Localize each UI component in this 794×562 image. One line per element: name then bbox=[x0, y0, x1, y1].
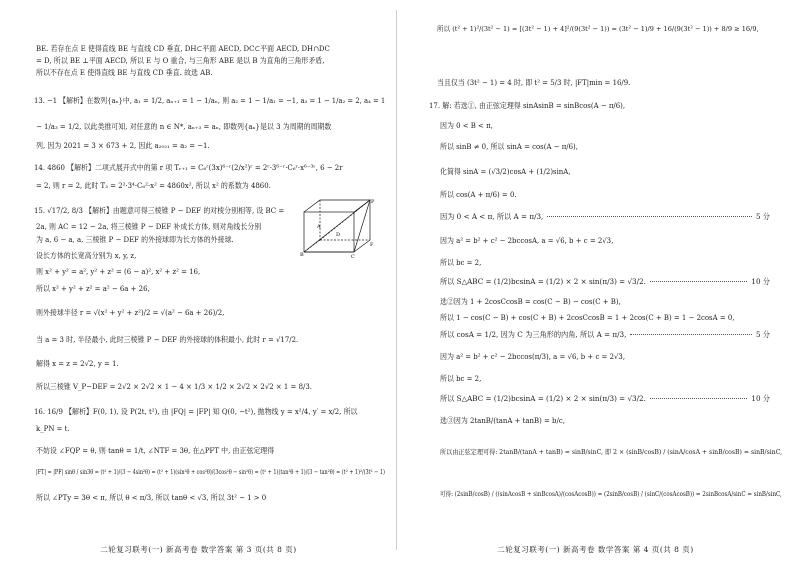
text-line: 当 a = 3 时, 半径最小, 此时三棱锥 P − DEF 的外接球的体积最小, 此时 r = √17/2. bbox=[36, 335, 299, 344]
text-line: 则 x² + y² = a², y² + z² = (6 − a)², x² + z² = 16, bbox=[36, 267, 201, 276]
q15-line: 15. √17/2, 8/3 【解析】由题意可得三棱锥 P − DEF 的对棱分别相等, 设 BC = bbox=[34, 206, 285, 215]
text-line: 因为 0 < B < π, bbox=[440, 121, 493, 130]
text-line: 因为 a² = b² + c² − 2bccosA, a = √6, b + c = 2√3, bbox=[440, 236, 614, 245]
text-line: 列, 因为 2021 = 3 × 673 + 2, 因此 a₂₀₂₁ = a₂ = −1. bbox=[36, 141, 210, 150]
text-line: |FT| = |PF| sinθ / sin3θ = (t² + 1)/(3 − 4sin²θ) = (t² + 1)(sin²θ + cos²θ)/(3cos²θ − sin²θ) = (t² + 1)(tan²θ + 1)/(3 − tan²θ) = (t² + 1)²/(3t² − 1) bbox=[36, 468, 385, 476]
text-line: 所以 S△ABC = (1/2)bcsinA = (1/2) × 2 × sin(π/3) = √3/2. bbox=[440, 277, 646, 286]
tetrahedron-figure bbox=[300, 198, 374, 258]
score-label: 5 分 bbox=[755, 212, 770, 221]
text-line: 所以 cosA = 1/2, 因为 C 为三角形的内角, 所以 A = π/3, bbox=[440, 330, 627, 339]
dot-leader bbox=[650, 398, 747, 399]
dot-leader bbox=[650, 281, 747, 282]
right-page bbox=[397, 0, 794, 562]
text-line: 所以 sinB ≠ 0, 所以 sinA = cos(A − π/6), bbox=[440, 142, 578, 151]
text-line: 所以三棱锥 V_P−DEF = 2√2 × 2√2 × 1 − 4 × 1/3 × 1/2 × 2√2 × 2√2 × 1 = 8/3. bbox=[36, 382, 312, 391]
score-row bbox=[440, 394, 770, 403]
score-row bbox=[440, 212, 770, 221]
text-line: BE. 若存在点 E 使得直线 BE 与直线 CD 垂直, DH⊂平面 AECD, DC⊂平面 AECD, DH∩DC bbox=[36, 44, 330, 53]
text-line: k_PN = t. bbox=[36, 424, 70, 433]
text-line: = D, 所以 BE ⊥平面 AECD, 所以 E 与 O 重合, 与三角形 ABE 是以 B 为直角的三角形矛盾, bbox=[36, 56, 325, 65]
text-line: 可得: (2sinB/cosB) / ((sinAcosB + sinBcosA)/(cosAcosB)) = (2sinB/cosB) / (sinC/(cosAcosB)) = 2sinBcosA/sinC = sinB/sinC, bbox=[440, 490, 782, 498]
text-line: 所以不存在点 E 使得直线 BE 与直线 CD 垂直. 故选 AB. bbox=[36, 68, 213, 77]
q13-line: 13. −1 【解析】在数列{aₙ}中, a₁ = 1/2, aₙ₊₁ = 1 − 1/aₙ, 则 a₂ = 1 − 1/a₁ = −1, a₃ = 1 − 1/a₂ = 2, a₄ = 1 bbox=[34, 96, 386, 105]
figure-label-p: P bbox=[371, 199, 375, 205]
text-line: 所以 bc = 2, bbox=[440, 258, 482, 267]
text-line: 化简得 sinA = (√3/2)cosA + (1/2)sinA, bbox=[440, 167, 571, 176]
text-line: 2a, 则 AC = 12 − 2a, 将三棱锥 P − DEF 补成长方体, 则对角线长分别 bbox=[36, 222, 262, 231]
text-line: 则外接球半径 r = √(x² + y² + z²)/2 = √(a² − 6a + 26)/2, bbox=[36, 308, 225, 317]
text-line: 所以 bc = 2, bbox=[440, 374, 482, 383]
figure-label-c: C bbox=[351, 254, 355, 260]
text-line: 所以 x² + y² + z² = a² − 6a + 26, bbox=[36, 284, 150, 293]
text-line: 当且仅当 (3t² − 1) = 4 时, 即 t² = 5/3 时, |FT|min = 16/9. bbox=[437, 78, 631, 87]
figure-label-b: B bbox=[300, 252, 304, 258]
score-label: 10 分 bbox=[751, 277, 770, 286]
text-line: 设长方体的长宽高分别为 x, y, z, bbox=[36, 251, 137, 260]
text-line: 所以 ∠PTy = 3θ < π, 所以 θ < π/3, 所以 tanθ < √3, 所以 3t² − 1 > 0 bbox=[36, 493, 267, 502]
text-line: − 1/a₃ = 1/2, 以此类推可知, 对任意的 n ∈ N*, aₙ₊₃ = aₙ, 即数列{aₙ}是以 3 为周期的周期数 bbox=[36, 122, 332, 131]
text-line: 为 a, 6 − a, a, 三棱锥 P − DEF 的外接球即为长方体的外接球. bbox=[36, 235, 234, 244]
page-footer: 二轮复习联考(一) 新高考卷 数学答案 第 4 页(共 8 页) bbox=[497, 545, 694, 554]
text-line: 所以 1 − cos(C − B) + cos(C + B) + 2cosCcosB = 1 + 2cos(C + B) = 1 − 2cosA = 0, bbox=[440, 313, 735, 322]
q17-line: 17. 解: 若选①, 由正弦定理得 sinAsinB = sinBcos(A − π/6), bbox=[429, 101, 626, 110]
score-label: 5 分 bbox=[755, 330, 770, 339]
text-line: 选③因为 2tanB/(tanA + tanB) = b/c, bbox=[440, 416, 565, 425]
q14-line: 14. 4860 【解析】二项式展开式中的第 r 项 Tᵣ₊₁ = C₆ʳ(3x)⁶⁻ʳ(2/x²)ʳ = 2ʳ·3⁶⁻ʳ·C₆ʳ·x⁶⁻³ʳ, 6 − 2r bbox=[34, 163, 343, 172]
text-line: 不妨设 ∠FQP = θ, 则 tanθ = 1/t, ∠NTF = 3θ, 在△PFT 中, 由正弦定理得 bbox=[36, 446, 275, 455]
text-line: 选②因为 1 + 2cosCcosB = cos(C − B) − cos(C + B), bbox=[440, 297, 621, 306]
text-line: 所以由正弦定理可得: 2tanB/(tanA + tanB) = sinB/sinC, 即 2 × (sinB/cosB) / (sinA/cosA + sinB/cosB) = sinB/sinC, bbox=[440, 448, 783, 456]
text-line: = 2, 则 r = 2, 此时 T₃ = 2²·3⁴·C₆²·x² = 4860x², 所以 x² 的系数为 4860. bbox=[36, 181, 271, 190]
text-line: 所以 cos(A + π/6) = 0. bbox=[440, 190, 517, 199]
figure-label-a: A bbox=[317, 224, 321, 230]
text-line: 解得 x = z = 2√2, y = 1. bbox=[36, 359, 119, 368]
figure-label-f: F bbox=[370, 242, 374, 248]
figure-label-d: D bbox=[336, 232, 341, 238]
score-row bbox=[440, 277, 770, 286]
text-line: 所以 (t² + 1)²/(3t² − 1) = [(3t² − 1) + 4]²/(9(3t² − 1)) = (3t² − 1)/9 + 16/(9(3t² − 1)) + 8/9 ≥ 16/9, bbox=[437, 25, 759, 33]
text-line: 因为 0 < A < π, 所以 A = π/3, bbox=[440, 212, 544, 221]
page-footer: 二轮复习联考(一) 新高考卷 数学答案 第 3 页(共 8 页) bbox=[100, 545, 297, 554]
q16-line: 16. 16/9 【解析】F(0, 1), 设 P(2t, t²), 由 |FQ| = |FP| 知 Q(0, −t²), 抛物线 y = x²/4, y′ = x/2, 所以 bbox=[34, 407, 358, 416]
text-line: 因为 a² = b² + c² − 2bccos(π/3), a = √6, b + c = 2√3, bbox=[440, 352, 626, 361]
dot-leader bbox=[630, 334, 752, 335]
text-line: 所以 S△ABC = (1/2)bcsinA = (1/2) × 2 × sin(π/3) = √3/2. bbox=[440, 394, 646, 403]
score-row bbox=[440, 330, 770, 339]
score-label: 10 分 bbox=[751, 394, 770, 403]
dot-leader bbox=[547, 216, 752, 217]
